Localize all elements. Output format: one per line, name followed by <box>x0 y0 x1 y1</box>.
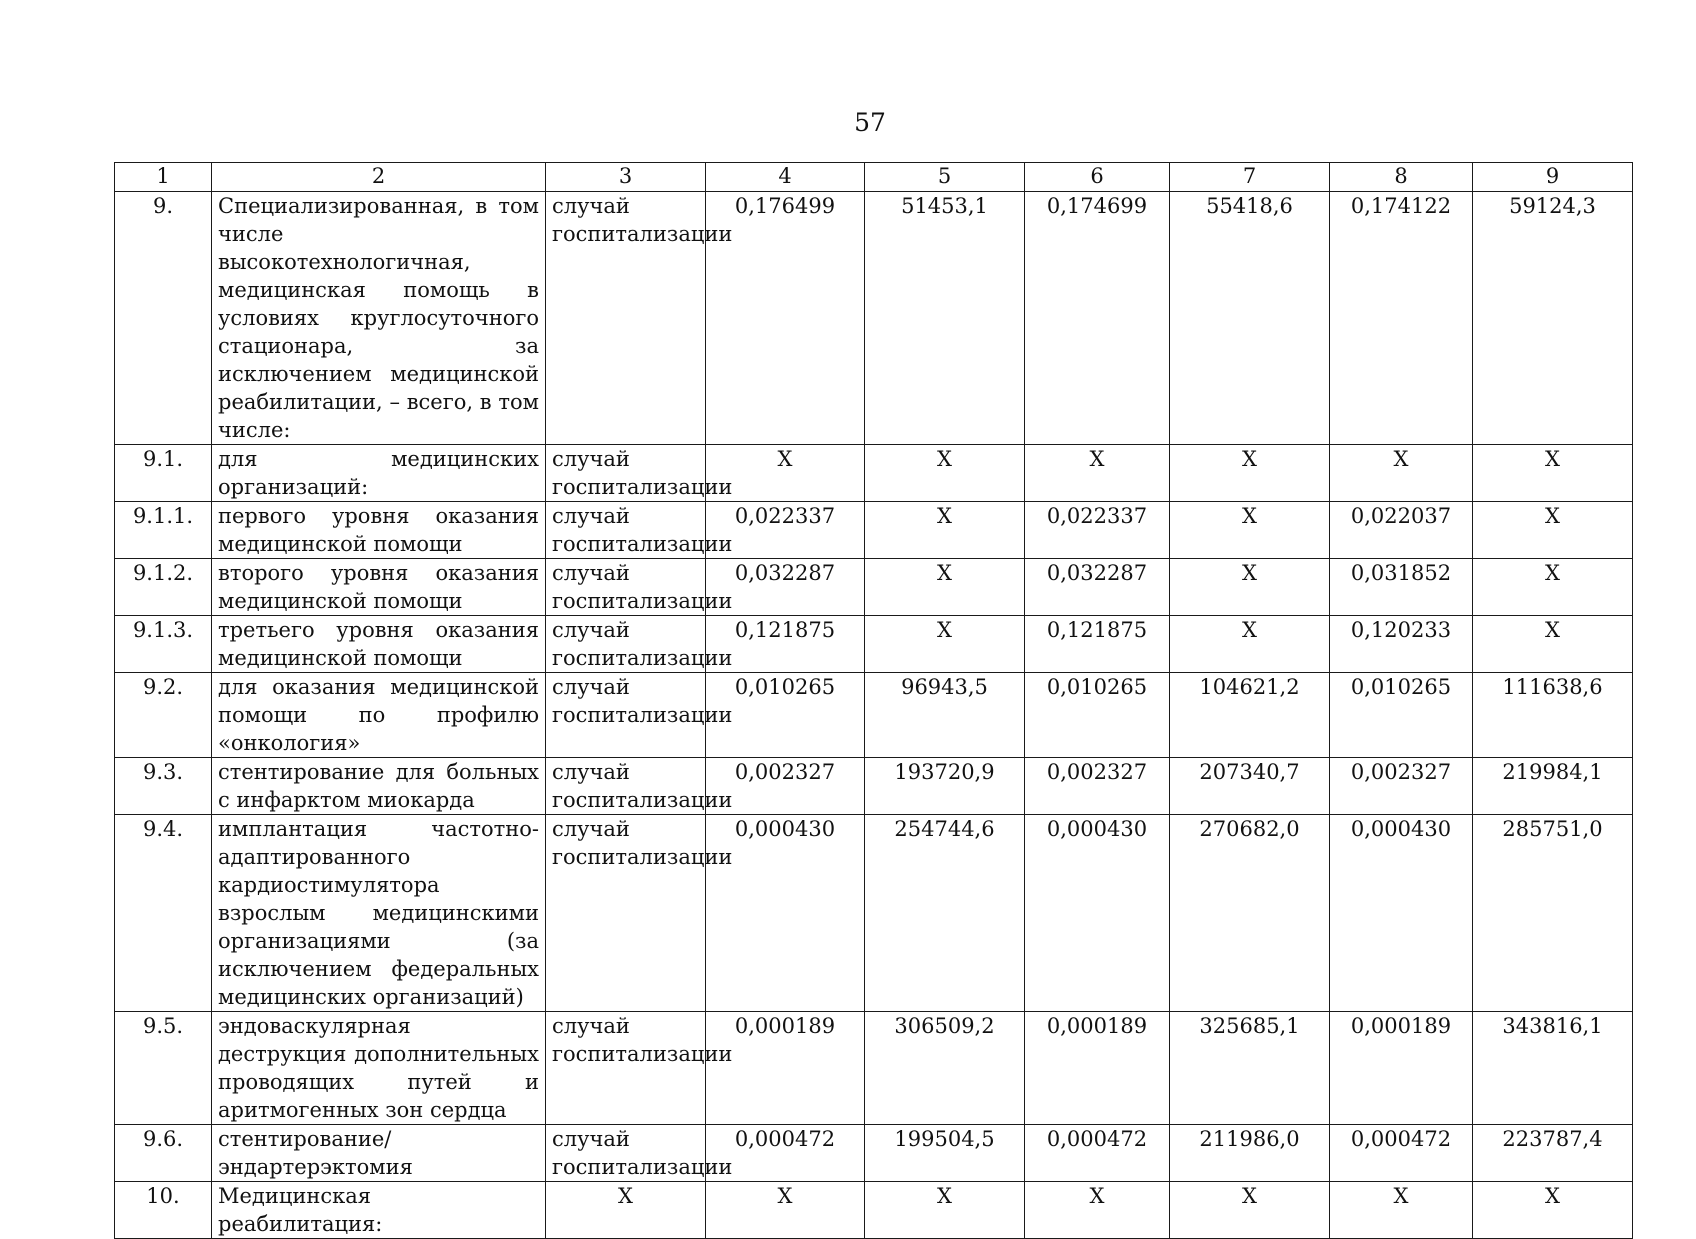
indicator-name: стентирование для больных с инфарктом миокарда <box>212 758 546 815</box>
value-col-6: 0,000472 <box>1025 1125 1170 1182</box>
value-col-6: Х <box>1025 1182 1170 1239</box>
value-col-9: 111638,6 <box>1473 673 1633 758</box>
header-cell: 2 <box>212 163 546 192</box>
value-col-7: 207340,7 <box>1170 758 1330 815</box>
value-col-6: 0,002327 <box>1025 758 1170 815</box>
value-col-8: Х <box>1330 445 1473 502</box>
unit-of-measure: случай госпитализации <box>546 502 706 559</box>
indicator-name: Специализированная, в том числе высокотехнологичная, медицинская помощь в условиях круглосуточного стационара, за исключением медицинской реабилитации, – всего, в том числе: <box>212 192 546 445</box>
table-row <box>115 815 1633 1012</box>
unit-of-measure: случай госпитализации <box>546 616 706 673</box>
unit-of-measure: случай госпитализации <box>546 815 706 1012</box>
value-col-5: 193720,9 <box>865 758 1025 815</box>
value-col-8: Х <box>1330 1182 1473 1239</box>
indicator-name: для медицинских организаций: <box>212 445 546 502</box>
value-col-6: 0,000430 <box>1025 815 1170 1012</box>
value-col-8: 0,022037 <box>1330 502 1473 559</box>
header-row <box>115 163 1633 192</box>
value-col-7: Х <box>1170 616 1330 673</box>
value-col-5: 306509,2 <box>865 1012 1025 1125</box>
value-col-6: 0,174699 <box>1025 192 1170 445</box>
row-number: 9. <box>115 192 212 445</box>
value-col-7: Х <box>1170 559 1330 616</box>
value-col-8: 0,174122 <box>1330 192 1473 445</box>
value-col-9: Х <box>1473 445 1633 502</box>
table-row <box>115 559 1633 616</box>
indicator-name: второго уровня оказания медицинской помощи <box>212 559 546 616</box>
indicator-name: для оказания медицинской помощи по профилю «онкология» <box>212 673 546 758</box>
table-row <box>115 1182 1633 1239</box>
value-col-4: 0,000189 <box>706 1012 865 1125</box>
value-col-4: 0,010265 <box>706 673 865 758</box>
table-row <box>115 758 1633 815</box>
header-cell: 3 <box>546 163 706 192</box>
page-number: 57 <box>854 108 886 137</box>
value-col-5: 254744,6 <box>865 815 1025 1012</box>
table-row <box>115 445 1633 502</box>
value-col-7: 55418,6 <box>1170 192 1330 445</box>
value-col-4: 0,121875 <box>706 616 865 673</box>
header-cell: 1 <box>115 163 212 192</box>
value-col-4: 0,032287 <box>706 559 865 616</box>
row-number: 9.5. <box>115 1012 212 1125</box>
indicator-name: эндоваскулярная деструкция дополнительных проводящих путей и аритмогенных зон сердца <box>212 1012 546 1125</box>
unit-of-measure: случай госпитализации <box>546 1125 706 1182</box>
value-col-6: 0,121875 <box>1025 616 1170 673</box>
value-col-8: 0,010265 <box>1330 673 1473 758</box>
indicator-name: Медицинская реабилитация: <box>212 1182 546 1239</box>
value-col-5: 96943,5 <box>865 673 1025 758</box>
table-row <box>115 502 1633 559</box>
value-col-6: 0,022337 <box>1025 502 1170 559</box>
value-col-4: Х <box>706 1182 865 1239</box>
header-cell: 5 <box>865 163 1025 192</box>
value-col-9: 343816,1 <box>1473 1012 1633 1125</box>
value-col-5: 51453,1 <box>865 192 1025 445</box>
value-col-4: 0,000430 <box>706 815 865 1012</box>
value-col-9: Х <box>1473 559 1633 616</box>
value-col-9: Х <box>1473 502 1633 559</box>
value-col-8: 0,000189 <box>1330 1012 1473 1125</box>
unit-of-measure: случай госпитализации <box>546 192 706 445</box>
value-col-9: Х <box>1473 616 1633 673</box>
value-col-5: Х <box>865 445 1025 502</box>
row-number: 9.1.2. <box>115 559 212 616</box>
unit-of-measure: случай госпитализации <box>546 673 706 758</box>
value-col-8: 0,120233 <box>1330 616 1473 673</box>
value-col-9: 223787,4 <box>1473 1125 1633 1182</box>
row-number: 9.3. <box>115 758 212 815</box>
unit-of-measure: Х <box>546 1182 706 1239</box>
row-number: 9.2. <box>115 673 212 758</box>
header-cell: 8 <box>1330 163 1473 192</box>
data-table <box>114 162 1633 1239</box>
value-col-8: 0,000472 <box>1330 1125 1473 1182</box>
indicator-name: имплантация частотно-адаптированного кардиостимулятора взрослым медицинскими организациями (за исключением федеральных медицинских организаций) <box>212 815 546 1012</box>
table-row <box>115 192 1633 445</box>
value-col-4: 0,000472 <box>706 1125 865 1182</box>
row-number: 10. <box>115 1182 212 1239</box>
unit-of-measure: случай госпитализации <box>546 1012 706 1125</box>
unit-of-measure: случай госпитализации <box>546 758 706 815</box>
value-col-7: Х <box>1170 502 1330 559</box>
value-col-4: 0,002327 <box>706 758 865 815</box>
value-col-5: 199504,5 <box>865 1125 1025 1182</box>
header-cell: 4 <box>706 163 865 192</box>
row-number: 9.1.1. <box>115 502 212 559</box>
value-col-7: 270682,0 <box>1170 815 1330 1012</box>
indicator-name: стентирование/эндартерэктомия <box>212 1125 546 1182</box>
value-col-6: Х <box>1025 445 1170 502</box>
value-col-7: Х <box>1170 1182 1330 1239</box>
table-row <box>115 1012 1633 1125</box>
unit-of-measure: случай госпитализации <box>546 445 706 502</box>
value-col-8: 0,031852 <box>1330 559 1473 616</box>
header-cell: 7 <box>1170 163 1330 192</box>
table-row <box>115 1125 1633 1182</box>
value-col-5: Х <box>865 559 1025 616</box>
row-number: 9.1. <box>115 445 212 502</box>
value-col-5: Х <box>865 616 1025 673</box>
row-number: 9.6. <box>115 1125 212 1182</box>
indicator-name: третьего уровня оказания медицинской помощи <box>212 616 546 673</box>
value-col-5: Х <box>865 1182 1025 1239</box>
row-number: 9.4. <box>115 815 212 1012</box>
value-col-9: Х <box>1473 1182 1633 1239</box>
indicator-name: первого уровня оказания медицинской помощи <box>212 502 546 559</box>
value-col-4: 0,022337 <box>706 502 865 559</box>
value-col-4: Х <box>706 445 865 502</box>
value-col-7: 211986,0 <box>1170 1125 1330 1182</box>
value-col-9: 219984,1 <box>1473 758 1633 815</box>
row-number: 9.1.3. <box>115 616 212 673</box>
value-col-9: 59124,3 <box>1473 192 1633 445</box>
table-row <box>115 616 1633 673</box>
value-col-7: Х <box>1170 445 1330 502</box>
value-col-6: 0,010265 <box>1025 673 1170 758</box>
unit-of-measure: случай госпитализации <box>546 559 706 616</box>
header-cell: 6 <box>1025 163 1170 192</box>
value-col-8: 0,002327 <box>1330 758 1473 815</box>
value-col-5: Х <box>865 502 1025 559</box>
value-col-7: 104621,2 <box>1170 673 1330 758</box>
value-col-9: 285751,0 <box>1473 815 1633 1012</box>
value-col-7: 325685,1 <box>1170 1012 1330 1125</box>
value-col-8: 0,000430 <box>1330 815 1473 1012</box>
value-col-6: 0,032287 <box>1025 559 1170 616</box>
table-row <box>115 673 1633 758</box>
value-col-6: 0,000189 <box>1025 1012 1170 1125</box>
value-col-4: 0,176499 <box>706 192 865 445</box>
header-cell: 9 <box>1473 163 1633 192</box>
